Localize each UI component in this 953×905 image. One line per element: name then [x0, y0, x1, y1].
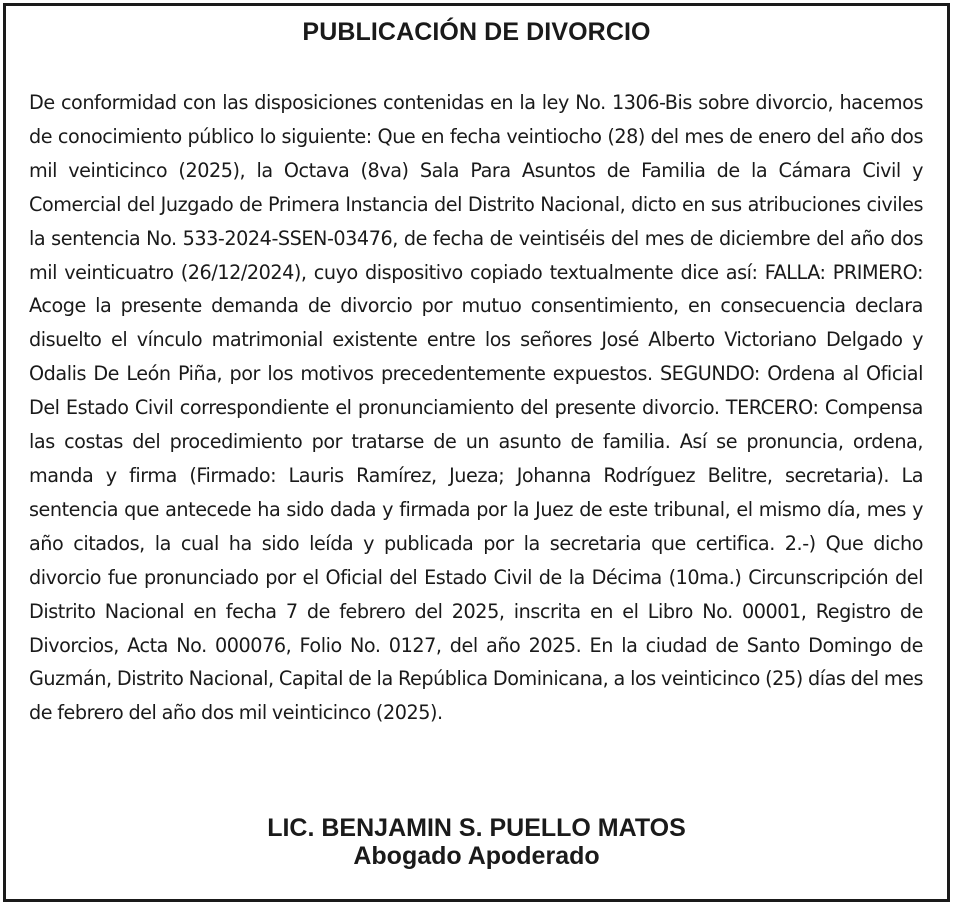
signature-role: Abogado Apoderado [353, 842, 600, 870]
notice-title: PUBLICACIÓN DE DIVORCIO [302, 18, 651, 46]
signature-block [6, 814, 947, 870]
signature-name: LIC. BENJAMIN S. PUELLO MATOS [267, 814, 686, 842]
notice-body: De conformidad con las disposiciones contenidas en la ley No. 1306-Bis sobre divorcio, hacemos de conocimiento público lo siguiente: Que en fecha veintiocho (28) del mes de enero del año dos mil veinticinco (2025), la Octava (8va) Sala Para Asuntos de Familia de la Cámara Civil y Comercial del Juzgado de Primera Instancia del Distrito Nacional, dicto en sus atribuciones civiles la sentencia No. 533-2024-SSEN-03476, de fecha de veintiséis del mes de diciembre del año dos mil veinticuatro (26/12/2024), cuyo dispositivo copiado textualmente dice así: FALLA: PRIMERO: Acoge la presente demanda de divorcio por mutuo consentimiento, en consecuencia declara disuelto el vínculo matrimonial existente entre los señores José Alberto Victoriano Delgado y Odalis De León Piña, por los motivos precedentemente expuestos. SEGUNDO: Ordena al Oficial Del Estado Civil correspondiente el pronunciamiento del presente divorcio. TERCERO: Compensa las costas del procedimiento por tratarse de un asunto de familia. Así se pronuncia, ordena, manda y firma (Firmado: Lauris Ramírez, Jueza; Johanna Rodríguez Belitre, secretaria). La sentencia que antecede ha sido dada y firmada por la Juez de este tribunal, el mismo día, mes y año citados, la cual ha sido leída y publicada por la secretaria que certifica. 2.-) Que dicho divorcio fue pronunciado por el Oficial del Estado Civil de la Décima (10ma.) Circunscripción del Distrito Nacional en fecha 7 de febrero del 2025, inscrita en el Libro No. 00001, Registro de Divorcios, Acta No. 000076, Folio No. 0127, del año 2025. En la ciudad de Santo Domingo de Guzmán, Distrito Nacional, Capital de la República Dominicana, a los veinticinco (25) días del mes de febrero del año dos mil veinticinco (2025). [29, 91, 923, 725]
legal-notice [3, 3, 950, 902]
